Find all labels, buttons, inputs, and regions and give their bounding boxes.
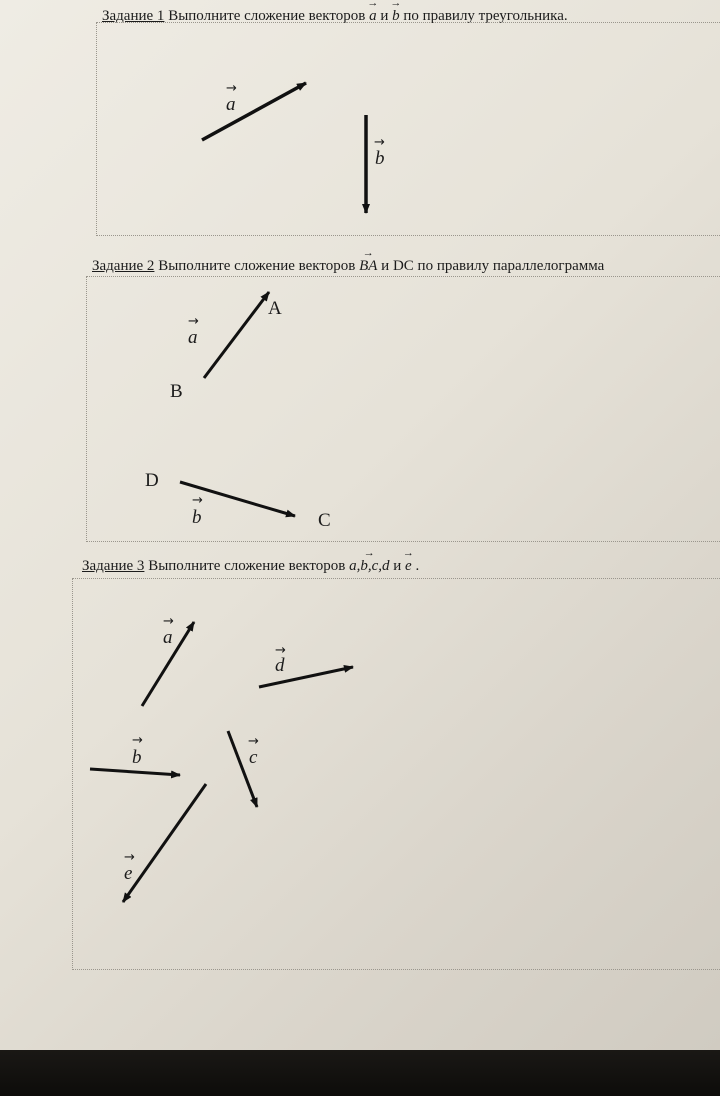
task-3-vectors: → a,b,c,d — [349, 558, 389, 575]
task-3-vector-e: → e — [405, 558, 412, 575]
task-3-b-label: b — [132, 747, 142, 768]
task-3-end: . — [415, 558, 420, 574]
task-1-a-label: a — [226, 94, 236, 115]
task-2-point-a: A — [268, 298, 282, 319]
task-1-b-label: b — [375, 148, 385, 169]
task-3-vector-b-line — [90, 769, 180, 775]
task-1-vector-b: → b — [392, 8, 400, 25]
task-3-vector-e-line — [123, 784, 206, 902]
task-2-b-arrow: → — [192, 493, 203, 508]
task-1-vector-a-line — [202, 83, 306, 140]
task-2-label: Задание 2 — [92, 258, 155, 274]
task-2-b-label: b — [192, 507, 202, 528]
task-1-tail: по правилу треугольника. — [403, 8, 568, 24]
task-1-text: Выполните сложение векторов — [168, 8, 366, 24]
task-3-conj: и — [393, 558, 402, 574]
task-3-c-arrow: → — [248, 734, 259, 749]
task-2-vector-ba: → BA — [359, 258, 377, 275]
task-3-d-arrow: → — [275, 643, 286, 658]
task-2-text: Выполните сложение векторов — [158, 258, 356, 274]
task-3-e-label: e — [124, 863, 133, 884]
task-3-c-label: c — [249, 747, 258, 768]
task-2-mid: и DC по правилу параллелограмма — [381, 258, 605, 274]
task-3-text: Выполните сложение векторов — [148, 558, 346, 574]
task-3-label: Задание 3 — [82, 558, 145, 574]
task-3-vector-d-line — [259, 667, 353, 687]
task-3-b-arrow: → — [132, 733, 143, 748]
task-2-vector-ba-line — [204, 292, 269, 378]
task-2-point-d: D — [145, 470, 159, 491]
task-2-point-b: B — [170, 381, 183, 402]
task-1-b-arrow: → — [374, 135, 385, 150]
task-3-d-label: d — [275, 655, 285, 676]
task-1-label: Задание 1 — [102, 8, 165, 24]
task-1-a-arrow: → — [226, 81, 237, 96]
table-edge — [0, 1050, 720, 1096]
task-1-vector-a: → a — [369, 8, 377, 25]
task-2-a-label: a — [188, 327, 198, 348]
task-3-a-arrow: → — [163, 614, 174, 629]
task-2-a-arrow: → — [188, 314, 199, 329]
task-3-e-arrow: → — [124, 850, 135, 865]
task-2-point-c: C — [318, 510, 331, 531]
task-3-a-label: a — [163, 627, 173, 648]
task-1-conj: и — [380, 8, 389, 24]
